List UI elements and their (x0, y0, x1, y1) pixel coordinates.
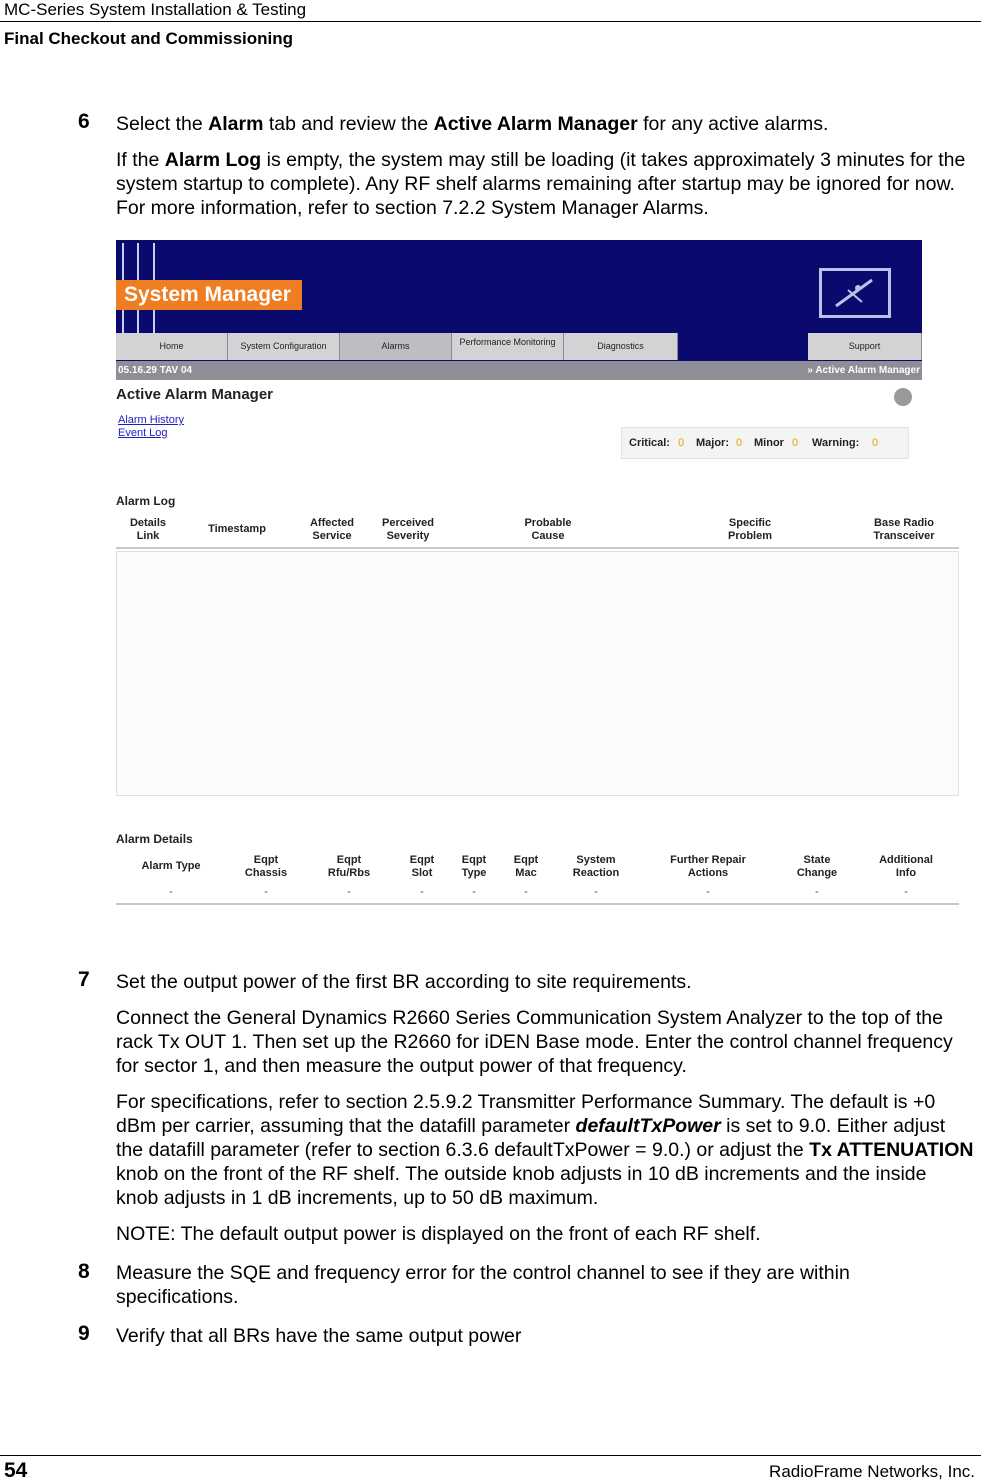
detail-value: - (472, 886, 476, 898)
step-paragraph: Verify that all BRs have the same output power (116, 1325, 522, 1347)
column-header: Eqpt Type (461, 854, 487, 879)
nav-tabs (116, 333, 922, 360)
status-breadcrumb: » Active Alarm Manager (807, 365, 920, 376)
system-manager-screenshot (116, 240, 959, 912)
column-header: Base Radio Transceiver (873, 517, 935, 542)
detail-value: - (347, 886, 351, 898)
step-paragraph: Connect the General Dynamics R2660 Series Communication System Analyzer to the top of the rack Tx OUT 1. Then set up the R2660 for iDEN Base mode. Enter the control channel frequency for sector 1, and then measure the output power of that frequency. (116, 1007, 953, 1077)
footer-rule (0, 1455, 981, 1456)
header-rule (0, 21, 981, 22)
column-header: Additional Info (879, 854, 933, 879)
tab-performance-monitoring[interactable]: Performance Monitoring (452, 333, 564, 360)
detail-value: - (169, 886, 173, 898)
tab-diagnostics[interactable]: Diagnostics (564, 333, 678, 360)
step-paragraph: For specifications, refer to section 2.5.9.2 Transmitter Performance Summary. The default is +0 dBm per carrier, assuming that the datafill parameter defaultTxPower is set to 9.0. Either adjust the datafill parameter (refer to section 6.3.6 defaultTxPower = 9.0.) or adjust the Tx ATTENUATION knob on the front of the RF shelf. The outside knob adjusts in 10 dB increments and the inside knob adjusts in 1 dB increments, up to 50 dB maximum. (116, 1091, 974, 1209)
event-log-link[interactable]: Event Log (118, 427, 168, 439)
column-header: Eqpt Mac (513, 854, 539, 879)
page-title: Active Alarm Manager (116, 386, 274, 403)
page-header-title: MC-Series System Installation & Testing (4, 0, 307, 19)
alarm-counts (621, 427, 909, 459)
status-version: 05.16.29 TAV 04 (118, 365, 193, 376)
step-paragraph: Set the output power of the first BR according to site requirements. (116, 971, 692, 993)
critical-label: Critical: (629, 437, 670, 449)
alarm-history-link[interactable]: Alarm History (118, 414, 185, 426)
tab-spacer (678, 333, 808, 360)
detail-value: - (524, 886, 528, 898)
step-paragraph: If the Alarm Log is empty, the system may still be loading (it takes approximately 3 minutes for the system startup to complete). Any RF shelf alarms remaining after startup may be ignored for now. For more information, refer to section 7.2.2 System Manager Alarms. (116, 149, 966, 219)
alarm-details-title: Alarm Details (116, 832, 193, 846)
banner-margin (922, 240, 959, 380)
tab-support[interactable]: Support (808, 333, 922, 360)
tab-home[interactable]: Home (116, 333, 228, 360)
page-number: 54 (4, 1459, 28, 1482)
warning-count: 0 (872, 437, 879, 449)
major-count: 0 (736, 437, 743, 449)
app-banner (116, 240, 922, 380)
column-header: Timestamp (208, 523, 266, 535)
detail-value: - (594, 886, 598, 898)
critical-count: 0 (678, 437, 685, 449)
major-label: Major: (696, 437, 729, 449)
header-divider (116, 547, 959, 549)
step-paragraph: Select the Alarm tab and review the Active Alarm Manager for any active alarms. (116, 113, 829, 135)
refresh-icon[interactable] (894, 388, 912, 406)
detail-value: - (420, 886, 424, 898)
tab-system-configuration[interactable]: System Configuration (228, 333, 340, 360)
step-number: 8 (78, 1260, 90, 1283)
details-divider (116, 903, 959, 905)
app-title: System Manager (116, 280, 302, 310)
column-header: Probable Cause (524, 517, 572, 542)
tab-alarms[interactable]: Alarms (340, 333, 452, 360)
step-number: 7 (78, 968, 90, 991)
status-bar (116, 361, 922, 380)
note-paragraph: NOTE: The default output power is displayed on the front of each RF shelf. (116, 1223, 761, 1245)
column-header: Specific Problem (727, 517, 772, 542)
minor-count: 0 (792, 437, 799, 449)
company-name: RadioFrame Networks, Inc. (769, 1462, 975, 1481)
step-paragraph: Measure the SQE and frequency error for the control channel to see if they are within specifications. (116, 1262, 850, 1308)
detail-value: - (264, 886, 268, 898)
step-number: 6 (78, 110, 90, 133)
column-header: Details Link (129, 517, 167, 542)
column-header: Eqpt Slot (409, 854, 435, 879)
minor-label: Minor (754, 437, 784, 449)
column-header: Eqpt Rfu/Rbs (327, 854, 371, 879)
column-header: System Reaction (572, 854, 620, 879)
column-header: Alarm Type (141, 860, 201, 872)
column-header: State Change (796, 854, 838, 879)
column-header: Perceived Severity (382, 517, 434, 542)
alarm-log-list[interactable] (116, 551, 959, 796)
detail-value: - (815, 886, 819, 898)
detail-value: - (904, 886, 908, 898)
page-header-subtitle: Final Checkout and Commissioning (4, 29, 294, 48)
warning-label: Warning: (812, 437, 860, 449)
logo-icon (819, 268, 891, 318)
column-header: Affected Service (309, 517, 354, 542)
column-header: Further Repair Actions (670, 854, 746, 879)
step-number: 9 (78, 1322, 90, 1345)
alarm-log-title: Alarm Log (116, 494, 176, 508)
column-header: Eqpt Chassis (244, 854, 288, 879)
detail-value: - (706, 886, 710, 898)
